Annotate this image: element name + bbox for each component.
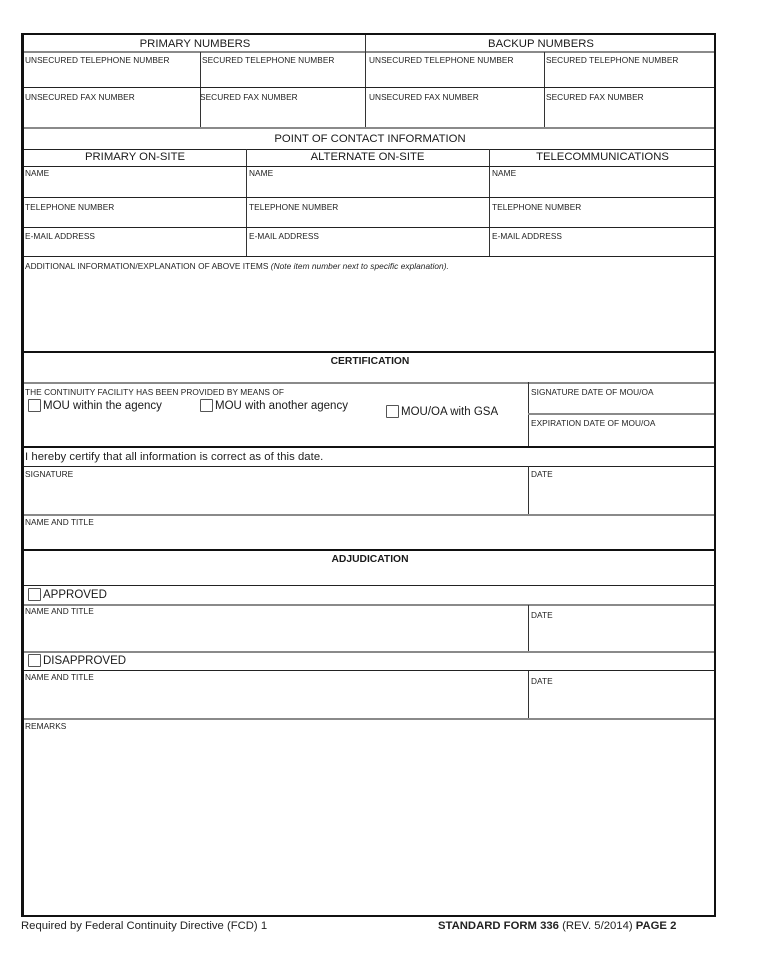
divider	[24, 514, 714, 516]
primary-unsecured-phone-input[interactable]	[25, 66, 199, 84]
poc-primary-title: PRIMARY ON-SITE	[84, 151, 186, 163]
primary-numbers-header: PRIMARY NUMBERS	[139, 38, 251, 50]
certify-statement: I hereby certify that all information is correct as of this date.	[25, 451, 324, 463]
divider	[24, 166, 714, 167]
divider	[24, 382, 714, 384]
poc-primary-email-input[interactable]	[25, 241, 243, 255]
poc-telecom-title: TELECOMMUNICATIONS	[536, 151, 669, 163]
option-label: MOU/OA with GSA	[401, 405, 499, 418]
primary-secured-fax-label: SECURED FAX NUMBER	[200, 92, 298, 102]
disapproved-name-title-input[interactable]	[25, 685, 525, 713]
poc-alternate-email-label: E-MAIL ADDRESS	[249, 231, 320, 241]
backup-unsecured-fax-label: UNSECURED FAX NUMBER	[369, 92, 479, 102]
poc-telecom-name-label: NAME	[492, 168, 517, 178]
poc-primary-phone-label: TELEPHONE NUMBER	[25, 202, 115, 212]
approved-name-title-input[interactable]	[25, 619, 525, 647]
approved-date-input[interactable]	[531, 623, 711, 647]
poc-telecom-phone-input[interactable]	[492, 212, 712, 226]
divider	[24, 51, 714, 53]
signature-date-mou-label: SIGNATURE DATE OF MOU/OA	[531, 387, 654, 397]
backup-unsecured-phone-label: UNSECURED TELEPHONE NUMBER	[369, 55, 514, 65]
primary-secured-fax-input[interactable]	[202, 105, 362, 123]
expiration-date-mou-input[interactable]	[531, 429, 711, 443]
poc-alternate-name-input[interactable]	[249, 179, 485, 195]
divider	[24, 549, 714, 551]
divider	[24, 197, 714, 198]
primary-unsecured-fax-input[interactable]	[25, 105, 199, 123]
poc-alternate-phone-input[interactable]	[249, 212, 485, 226]
option-mou-another-agency[interactable]	[200, 399, 348, 412]
signature-label: SIGNATURE	[25, 469, 74, 479]
poc-alternate-title: ALTERNATE ON-SITE	[310, 151, 425, 163]
divider	[528, 671, 529, 718]
means-label: THE CONTINUITY FACILITY HAS BEEN PROVIDED BY MEANS OF	[25, 387, 284, 397]
primary-unsecured-fax-label: UNSECURED FAX NUMBER	[25, 92, 135, 102]
divider	[24, 466, 714, 467]
divider	[528, 413, 714, 415]
backup-numbers-header: BACKUP NUMBERS	[488, 38, 594, 50]
divider	[24, 149, 714, 150]
divider	[24, 718, 714, 720]
divider	[24, 604, 714, 606]
primary-unsecured-phone-label: UNSECURED TELEPHONE NUMBER	[25, 55, 170, 65]
certification-name-title-label: NAME AND TITLE	[25, 517, 94, 527]
checkbox-icon[interactable]	[200, 399, 213, 412]
expiration-date-mou-label: EXPIRATION DATE OF MOU/OA	[531, 418, 656, 428]
divider	[365, 35, 366, 127]
additional-info-label-text: ADDITIONAL INFORMATION/EXPLANATION OF ABOVE ITEMS	[25, 261, 269, 271]
backup-secured-phone-label: SECURED TELEPHONE NUMBER	[546, 55, 679, 65]
divider	[24, 256, 714, 257]
divider	[24, 446, 714, 448]
backup-secured-fax-label: SECURED FAX NUMBER	[546, 92, 644, 102]
additional-info-note: (Note item number next to specific explanation).	[270, 261, 449, 271]
divider	[24, 87, 714, 88]
checkbox-icon[interactable]	[28, 588, 41, 601]
certification-name-title-input[interactable]	[25, 529, 711, 547]
poc-alternate-phone-label: TELEPHONE NUMBER	[249, 202, 339, 212]
backup-secured-phone-input[interactable]	[546, 66, 712, 84]
adjudication-header: ADJUDICATION	[331, 554, 409, 565]
certification-header: CERTIFICATION	[330, 356, 410, 367]
poc-alternate-email-input[interactable]	[249, 241, 485, 255]
checkbox-icon[interactable]	[28, 399, 41, 412]
form-name: STANDARD FORM 336	[438, 920, 559, 932]
divider	[24, 351, 714, 353]
divider	[528, 605, 529, 651]
option-label: MOU within the agency	[43, 399, 162, 412]
checkbox-icon[interactable]	[386, 405, 399, 418]
disapproved-option[interactable]	[28, 654, 126, 667]
remarks-input[interactable]	[25, 733, 711, 913]
poc-telecom-phone-label: TELEPHONE NUMBER	[492, 202, 582, 212]
page-number: PAGE 2	[635, 920, 677, 932]
certification-date-label: DATE	[531, 469, 553, 479]
option-label: MOU with another agency	[215, 399, 348, 412]
divider	[544, 52, 545, 127]
approved-name-title-label: NAME AND TITLE	[25, 606, 94, 616]
poc-telecom-email-label: E-MAIL ADDRESS	[492, 231, 563, 241]
option-mou-within-agency[interactable]	[28, 399, 162, 412]
primary-secured-phone-label: SECURED TELEPHONE NUMBER	[202, 55, 335, 65]
poc-primary-phone-input[interactable]	[25, 212, 243, 226]
certification-date-input[interactable]	[531, 481, 711, 507]
disapproved-name-title-label: NAME AND TITLE	[25, 672, 94, 682]
poc-header: POINT OF CONTACT INFORMATION	[274, 133, 466, 145]
divider	[24, 585, 714, 586]
divider	[24, 127, 714, 129]
sf336-page2-form	[21, 33, 716, 917]
checkbox-icon[interactable]	[28, 654, 41, 667]
poc-primary-name-label: NAME	[25, 168, 50, 178]
poc-alternate-name-label: NAME	[249, 168, 274, 178]
disapproved-date-input[interactable]	[531, 689, 711, 713]
divider	[528, 466, 529, 514]
poc-telecom-email-input[interactable]	[492, 241, 712, 255]
backup-secured-fax-input[interactable]	[546, 105, 712, 123]
footer-requirement: Required by Federal Continuity Directive (FCD) 1	[21, 920, 268, 932]
poc-telecom-name-input[interactable]	[492, 179, 712, 195]
poc-primary-email-label: E-MAIL ADDRESS	[25, 231, 96, 241]
disapproved-label: DISAPPROVED	[43, 654, 127, 667]
approved-date-label: DATE	[531, 610, 553, 620]
approved-option[interactable]	[28, 588, 107, 601]
poc-primary-name-input[interactable]	[25, 179, 243, 195]
backup-unsecured-phone-input[interactable]	[369, 66, 543, 84]
signature-input[interactable]	[25, 481, 525, 507]
form-revision: (REV. 5/2014)	[562, 920, 633, 932]
footer-form-id	[438, 920, 676, 932]
divider	[24, 227, 714, 228]
disapproved-date-label: DATE	[531, 676, 553, 686]
signature-date-mou-input[interactable]	[531, 397, 711, 411]
primary-secured-phone-input[interactable]	[202, 66, 362, 84]
remarks-label: REMARKS	[25, 721, 67, 731]
divider	[24, 651, 714, 653]
additional-info-input[interactable]	[25, 273, 711, 349]
additional-info-label	[25, 261, 449, 271]
approved-label: APPROVED	[43, 588, 107, 601]
divider	[24, 670, 714, 671]
backup-unsecured-fax-input[interactable]	[369, 105, 543, 123]
option-mou-oa-gsa[interactable]	[386, 405, 498, 418]
divider	[200, 52, 201, 127]
